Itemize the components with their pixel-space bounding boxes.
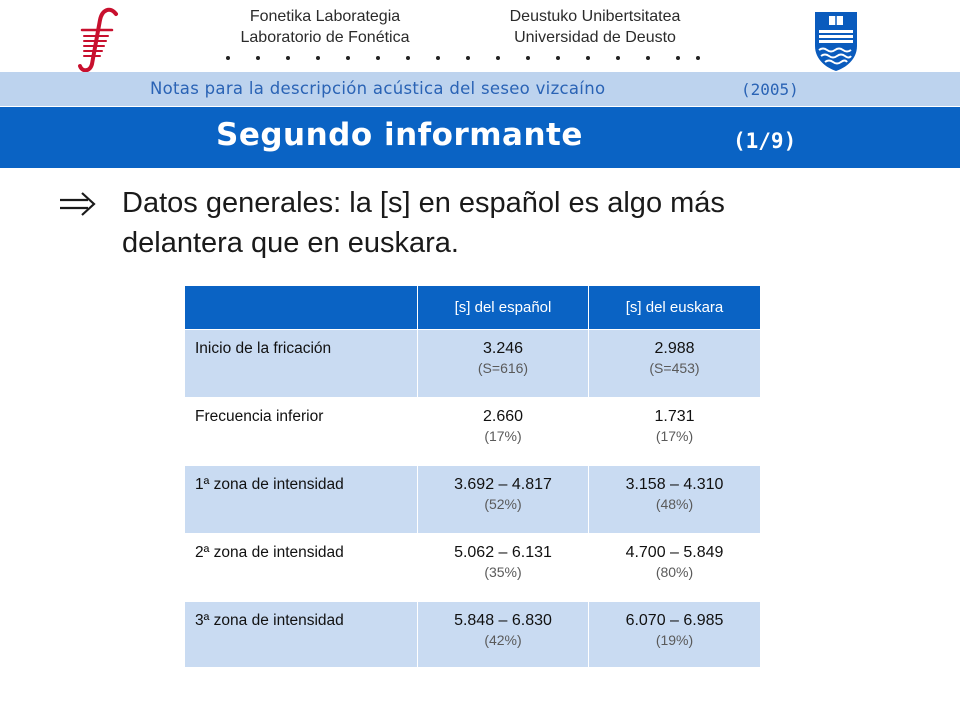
spanish-value: 3.246 [482, 340, 524, 357]
basque-subvalue: (S=453) [649, 360, 700, 376]
row-label: Frecuencia inferior [185, 398, 418, 466]
presentation-subtitle: Notas para la descripción acústica del seseo vizcaíno [150, 79, 606, 98]
spanish-value: 3.692 – 4.817 [454, 476, 552, 493]
basque-value-cell [589, 602, 761, 668]
row-label: 1ª zona de intensidad [185, 466, 418, 534]
bullet-text-line1: Datos generales: la [s] en español es algo más [122, 187, 725, 219]
spanish-subvalue: (17%) [484, 428, 522, 444]
deusto-shield-icon [813, 10, 859, 72]
basque-value-cell [589, 398, 761, 466]
double-arrow-icon [58, 190, 98, 218]
row-label: 2ª zona de intensidad [185, 534, 418, 602]
basque-subvalue: (19%) [655, 632, 694, 648]
basque-subvalue: (80%) [655, 564, 694, 580]
spanish-value: 2.660 [482, 408, 524, 425]
basque-value: 3.158 – 4.310 [625, 476, 724, 493]
table-row [185, 534, 761, 602]
spanish-value: 5.062 – 6.131 [454, 544, 552, 561]
spanish-value-cell [418, 330, 589, 398]
table-header-basque: [s] del euskara [589, 286, 761, 330]
table-header-empty [185, 286, 418, 330]
row-label: Inicio de la fricación [185, 330, 418, 398]
table-header-row [185, 286, 761, 330]
basque-value: 2.988 [654, 340, 695, 357]
university-name-spanish: Universidad de Deusto [514, 29, 676, 46]
table-header-spanish: [s] del español [418, 286, 589, 330]
university-name [480, 6, 710, 48]
spanish-value-cell [418, 398, 589, 466]
dotted-divider [222, 52, 702, 68]
bullet-text-line2: delantera que en euskara. [122, 227, 459, 259]
table-row [185, 602, 761, 668]
phonetics-lab-logo-icon [76, 6, 122, 72]
table-row [185, 398, 761, 466]
slide-title: Segundo informante [216, 117, 583, 153]
lab-name-spanish: Laboratorio de Fonética [240, 29, 410, 46]
basque-value-cell [589, 466, 761, 534]
spanish-value-cell [418, 466, 589, 534]
spanish-value-cell [418, 534, 589, 602]
basque-value: 4.700 – 5.849 [625, 544, 724, 561]
basque-value-cell [589, 330, 761, 398]
spanish-subvalue: (35%) [484, 564, 522, 580]
spanish-value: 5.848 – 6.830 [454, 612, 552, 629]
basque-value: 1.731 [654, 408, 695, 425]
spanish-subvalue: (42%) [484, 632, 522, 648]
basque-value: 6.070 – 6.985 [625, 612, 724, 629]
lab-name-basque: Fonetika Laborategia [249, 8, 401, 25]
basque-subvalue: (48%) [655, 496, 694, 512]
row-label: 3ª zona de intensidad [185, 602, 418, 668]
table-row [185, 466, 761, 534]
formant-data-table [184, 285, 761, 668]
spanish-subvalue: (52%) [484, 496, 522, 512]
lab-name [210, 6, 440, 48]
spanish-subvalue: (S=616) [477, 360, 529, 376]
spanish-value-cell [418, 602, 589, 668]
table-row [185, 330, 761, 398]
subtitle-year: (2005) [741, 80, 799, 99]
basque-value-cell [589, 534, 761, 602]
university-name-basque: Deustuko Unibertsitatea [509, 8, 681, 25]
slide-counter: (1/9) [733, 129, 797, 153]
basque-subvalue: (17%) [655, 428, 694, 444]
